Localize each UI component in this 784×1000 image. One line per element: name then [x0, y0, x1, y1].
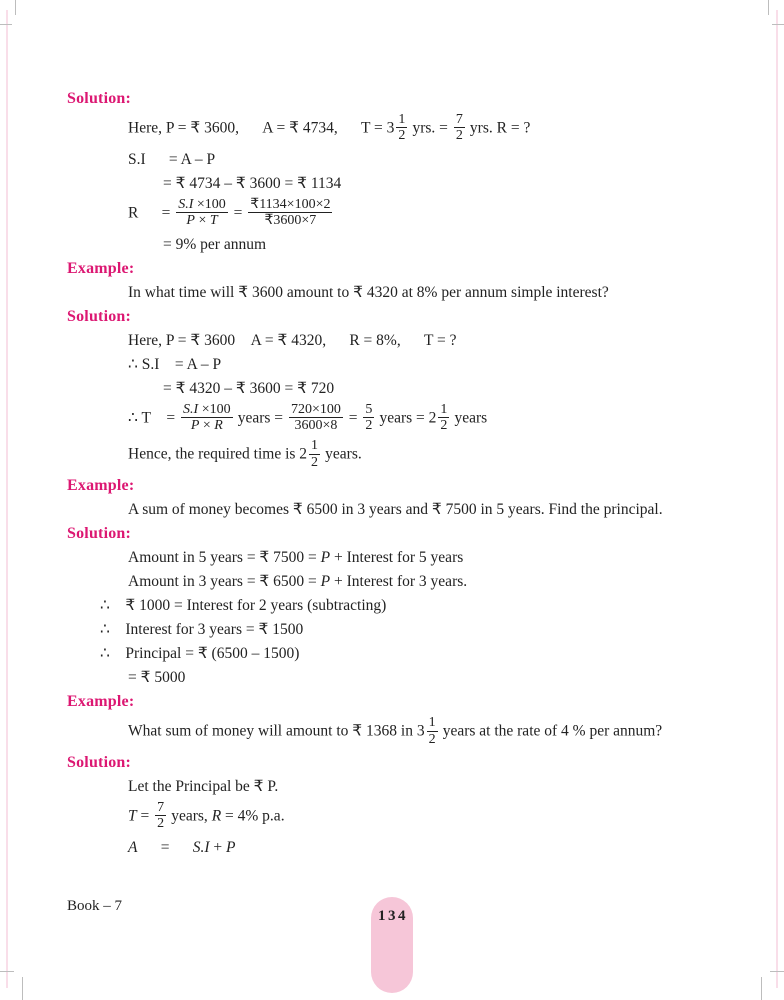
math-line: ∴ Principal = ₹ (6500 – 1500)	[100, 645, 300, 663]
fraction: $\frac{720\times 100}{3600\times 8}$	[290, 401, 341, 433]
fraction: $\frac{₹1134\times 100\times 2}{₹3600\times 7}$	[250, 196, 331, 229]
section-heading: Solution:	[67, 753, 132, 771]
fraction: $\frac{1}{2}$	[398, 112, 406, 144]
math-variable: T	[128, 807, 137, 825]
math-variable: P	[320, 573, 331, 591]
page-number: 134	[378, 908, 408, 924]
fraction: $\frac{S.I \times 100}{P \times R}$	[183, 401, 231, 433]
math-variable: P	[226, 838, 236, 856]
fraction: $\frac{7}{2}$	[157, 799, 165, 832]
section-heading: Example:	[67, 693, 135, 711]
section-heading: Solution:	[67, 90, 132, 107]
math-line: Amount in 5 years = ₹ 7500 = P + Interest for 5 years	[128, 549, 464, 567]
math-variable: R	[214, 417, 223, 433]
math-line: ∴ ₹ 1000 = Interest for 2 years (subtracting)	[100, 597, 387, 615]
math-variable: P	[190, 417, 200, 433]
math-variable: A	[128, 838, 138, 856]
math-variable: T	[209, 213, 218, 229]
crop-mark-bottom-right	[761, 977, 762, 1000]
fraction: $\frac{1}{2}$	[428, 715, 436, 747]
section-heading: Example:	[67, 259, 135, 277]
page-edge-line-left	[6, 10, 8, 988]
math-line: What sum of money will amount to ₹ 1368 in 3 $\frac{1}{2}$ years at the rate of 4 % per annum?	[128, 715, 663, 747]
crop-mark-top-left	[0, 24, 12, 25]
math-line: A = S.I + P	[128, 838, 236, 856]
fraction: $\frac{1}{2}$	[311, 438, 319, 470]
math-variable: S.I	[183, 401, 199, 417]
math-variable: S.I	[192, 838, 210, 856]
math-line: ∴ Interest for 3 years = ₹ 1500	[100, 621, 304, 639]
fraction: $\frac{S.I \times 100}{P \times T}$	[178, 196, 226, 229]
crop-mark-bottom-left	[0, 971, 14, 972]
math-line: = ₹ 4734 – ₹ 3600 = ₹ 1134	[163, 174, 342, 192]
page-number-pill	[371, 897, 413, 993]
crop-mark-bottom-left	[22, 977, 23, 1000]
section-heading: Example:	[67, 477, 135, 495]
math-line: S.I = A – P	[128, 150, 216, 168]
section-heading: Solution:	[67, 307, 132, 325]
crop-mark-top-left	[15, 0, 16, 15]
section-heading: Solution:	[67, 525, 132, 543]
math-line: A sum of money becomes ₹ 6500 in 3 years and ₹ 7500 in 5 years. Find the principal.	[128, 501, 663, 519]
math-line: In what time will ₹ 3600 amount to ₹ 4320 at 8% per annum simple interest?	[128, 283, 609, 301]
fraction: $\frac{1}{2}$	[440, 401, 448, 433]
math-line: R = $\frac{S.I \times 100}{P \times T}$ = $\frac{₹1134\times 100\times 2}{₹3600\times 7}$	[128, 196, 331, 229]
math-line: = ₹ 5000	[128, 669, 186, 687]
fraction: $\frac{7}{2}$	[455, 112, 463, 144]
math-variable: P	[186, 213, 195, 229]
math-line: Let the Principal be ₹ P.	[128, 777, 279, 795]
footer-book-label: Book – 7	[67, 898, 123, 914]
crop-mark-top-right	[768, 0, 769, 15]
fraction: $\frac{5}{2}$	[365, 401, 373, 433]
math-line: Here, P = ₹ 3600, A = ₹ 4734, T = 3 $\frac{1}{2}$ yrs. = $\frac{7}{2}$ yrs. R = ?	[128, 112, 531, 144]
page-edge-line-right	[776, 10, 778, 988]
math-line: = 9% per annum	[163, 235, 267, 253]
math-line: T = $\frac{7}{2}$ years, R = 4% p.a.	[128, 799, 285, 832]
crop-mark-bottom-right	[770, 971, 784, 972]
math-variable: S.I	[178, 196, 194, 212]
math-line: ∴ T = $\frac{S.I \times 100}{P \times R}$ years = $\frac{720\times 100}{3600\times 8}$ = $\frac{5}{2}$ years = 2 $\frac{1}{2}$ years	[128, 401, 488, 433]
math-line: = ₹ 4320 – ₹ 3600 = ₹ 720	[163, 379, 335, 397]
math-line: ∴ S.I = A – P	[128, 355, 222, 373]
math-line: Hence, the required time is 2 $\frac{1}{2}$ years.	[128, 438, 362, 470]
math-line: Here, P = ₹ 3600 A = ₹ 4320, R = 8%, T = ?	[128, 331, 457, 349]
math-variable: P	[320, 549, 331, 567]
crop-mark-top-right	[772, 24, 784, 25]
math-line: Amount in 3 years = ₹ 6500 = P + Interest for 3 years.	[128, 573, 468, 591]
math-variable: R	[211, 807, 222, 825]
